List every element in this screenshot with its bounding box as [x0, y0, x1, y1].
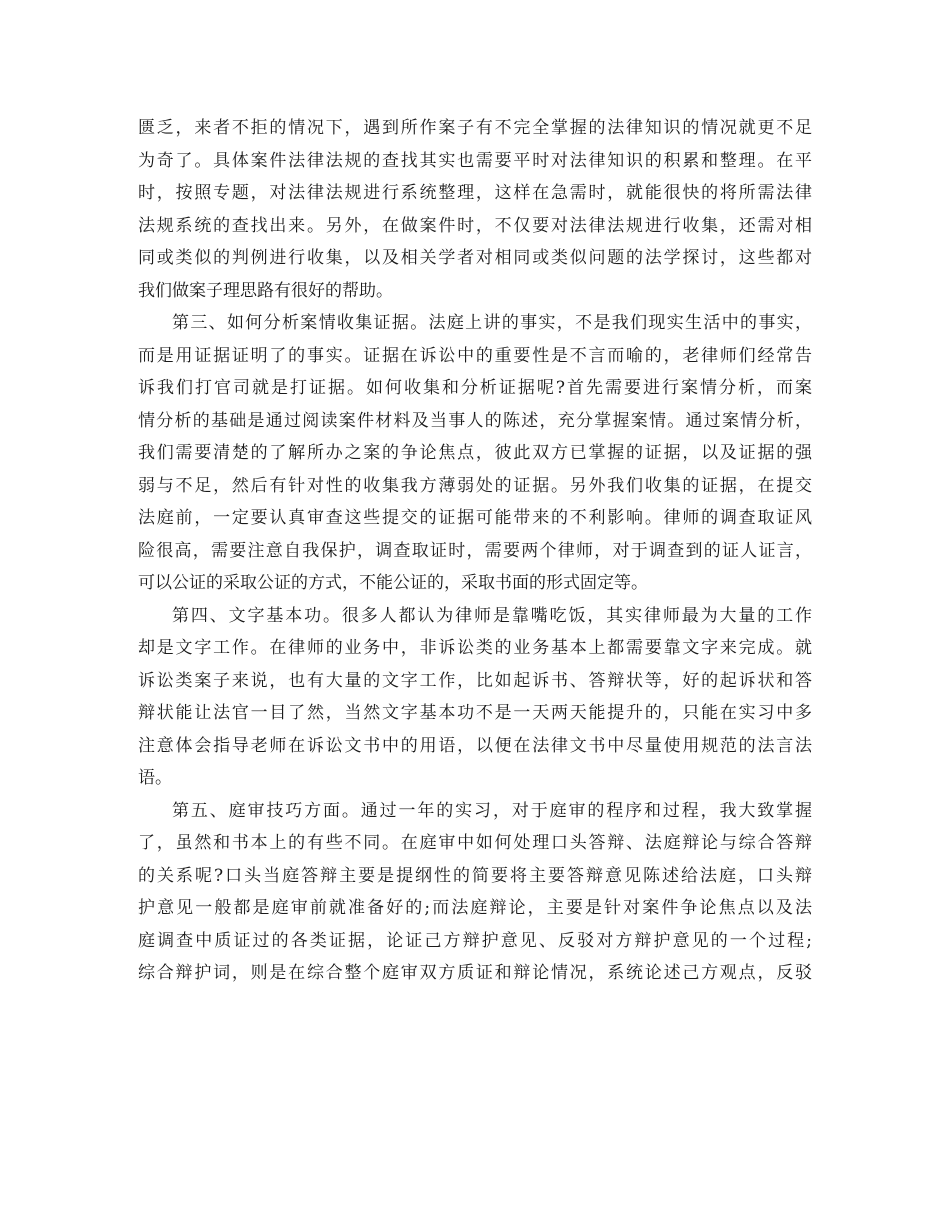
- text-line: 时，按照专题，对法律法规进行系统整理，这样在急需时，就能很快的将所需法律: [138, 183, 812, 203]
- text-line: 注意体会指导老师在诉讼文书中的用语，以便在法律文书中尽量使用规范的法言法: [138, 735, 812, 756]
- text-line: 语。: [138, 768, 172, 788]
- document-body: [138, 112, 812, 990]
- text-line: 法规系统的查找出来。另外，在做案件时，不仅要对法律法规进行收集，还需对相: [138, 215, 812, 236]
- text-line: 弱与不足，然后有针对性的收集我方薄弱处的证据。另外我们收集的证据，在提交: [138, 475, 812, 496]
- text-line: 辩状能让法官一目了然，当然文字基本功不是一天两天能提升的，只能在实习中多: [138, 703, 812, 723]
- text-line: 了，虽然和书本上的有些不同。在庭审中如何处理口头答辩、法庭辩论与综合答辩: [138, 833, 812, 853]
- text-line: 综合辩护词，则是在综合整个庭审双方质证和辩论情况，系统论述己方观点，反驳: [138, 963, 812, 983]
- text-line: 我们需要清楚的了解所办之案的争论焦点，彼此双方已掌握的证据，以及证据的强: [138, 443, 812, 463]
- text-line: 诉我们打官司就是打证据。如何收集和分析证据呢?首先需要进行案情分析，而案: [138, 378, 812, 398]
- text-line: 法庭前，一定要认真审查这些提交的证据可能带来的不利影响。律师的调查取证风: [138, 508, 812, 528]
- text-line: 情分析的基础是通过阅读案件材料及当事人的陈述，充分掌握案情。通过案情分析，: [138, 410, 812, 431]
- text-line: 诉讼类案子来说，也有大量的文字工作，比如起诉书、答辩状等，好的起诉状和答: [138, 670, 812, 691]
- text-line: 为奇了。具体案件法律法规的查找其实也需要平时对法律知识的积累和整理。在平: [138, 150, 812, 171]
- text-line: 可以公证的采取公证的方式，不能公证的，采取书面的形式固定等。: [138, 573, 648, 593]
- paragraph-first-line: 第三、如何分析案情收集证据。法庭上讲的事实，不是我们现实生活中的事实，: [172, 313, 812, 333]
- text-line: 同或类似的判例进行收集，以及相关学者对相同或类似问题的法学探讨，这些都对: [138, 248, 812, 268]
- text-line: 我们做案子理思路有很好的帮助。: [138, 280, 393, 301]
- text-line: 却是文字工作。在律师的业务中，非诉讼类的业务基本上都需要靠文字来完成。就: [138, 638, 812, 658]
- text-line: 庭调查中质证过的各类证据，论证己方辩护意见、反驳对方辩护意见的一个过程;: [138, 930, 812, 951]
- text-line: 险很高，需要注意自我保护，调查取证时，需要两个律师，对于调查到的证人证言，: [138, 540, 812, 561]
- paragraph-first-line: 第四、文字基本功。很多人都认为律师是靠嘴吃饭，其实律师最为大量的工作: [172, 605, 812, 626]
- text-line: 护意见一般都是庭审前就准备好的;而法庭辩论，主要是针对案件争论焦点以及法: [138, 898, 812, 918]
- text-line: 匮乏，来者不拒的情况下，遇到所作案子有不完全掌握的法律知识的情况就更不足: [138, 118, 812, 138]
- text-line: 而是用证据证明了的事实。证据在诉讼中的重要性是不言而喻的，老律师们经常告: [138, 345, 812, 366]
- text-line: 的关系呢?口头当庭答辩主要是提纲性的简要将主要答辩意见陈述给法庭，口头辩: [138, 865, 812, 886]
- paragraph-first-line: 第五、庭审技巧方面。通过一年的实习，对于庭审的程序和过程，我大致掌握: [172, 800, 812, 821]
